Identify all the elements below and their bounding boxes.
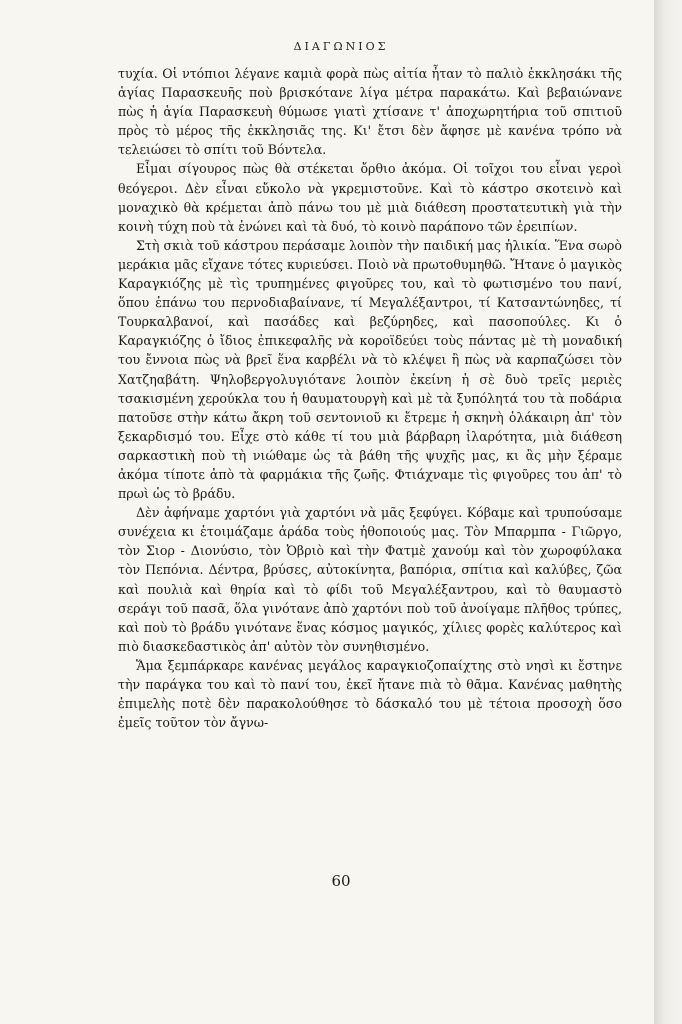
page-gutter-edge [654,0,682,1024]
paragraph: Εἶμαι σίγουρος πὼς θὰ στέκεται ὄρθιο ἀκόμα. Οἱ τοῖχοι του εἶναι γεροὶ θεόγεροι. Δὲν εἶναι εὔκολο νὰ γκρεμιστοῦνε. Καὶ τὸ κάστρο σκοτεινὸ καὶ μοναχικὸ θὰ κρέμεται ἀπὸ πάνω του μὲ μιὰ διάθεση προστατευτικὴ γιὰ τὴν κοινὴ τύχη ποὺ τὰ ἑνώνει καὶ τὰ δυό, τὸ κοινὸ παράπονο τῶν ἐρειπίων. [118,161,622,234]
running-head: ΔΙΑΓΩΝΙΟΣ [293,40,389,53]
paragraph: Στὴ σκιὰ τοῦ κάστρου περάσαμε λοιπὸν τὴν παιδική μας ἡλικία. Ἕνα σωρὸ μεράκια μᾶς εἴχανε τότες κυριεύσει. Ποιὸ νὰ πρωτοθυμηθῶ. Ἤτανε ὁ μαγικὸς Καραγκιόζης μὲ τὶς τρυπημένες φιγοῦρες του, καὶ τὸ φωτισμένο του πανί, ὅπου ἐπάνω του περνοδιαβαίνανε, τί Μεγαλέξαντροι, τί Κατσαντώνηδες, τί Τουρκαλβανοί, καὶ πασάδες καὶ βεζύρηδες, καὶ πασοπούλες. Κι ὁ Καραγκιόζης ὁ ἴδιος ἐπικεφαλῆς νὰ κοροϊδεύει τοὺς πάντας μὲ τὴ μοναδική του ἔννοια πὼς νὰ βρεῖ ἕνα καρβέλι νὰ τὸ κλέψει ἢ πὼς νὰ καρπαζώσει τὸν Χατζηαβάτη. Ψηλοβεργολυγιότανε λοιπὸν ἐκείνη ἡ σὲ δυὸ τρεῖς μεριὲς τσακισμένη χερούκλα του ἡ θαυματουργὴ καὶ μὲ τὰ ξυπόλητά του τὰ ποδάρια πατοῦσε στὴν κάτω ἄκρη τοῦ σεντονιοῦ κι ἔτρεμε ἡ σκηνὴ ὁλάκαιρη ἀπ' τὸν ξεκαρδισμό του. Εἶχε στὸ κάθε τί του μιὰ βάρβαρη ἱλαρότητα, μιὰ διάθεση σαρκαστικὴ ποὺ τὴ νιώθαμε ὡς τὰ βάθη τῆς ψυχῆς μας, κι ἂς μὴν ξέραμε ἀκόμα τίποτε ἀπὸ τὰ φαρμάκια τῆς ζωῆς. Φτιάχναμε τὶς φιγοῦρες του ἀπ' τὸ πρωὶ ὡς τὸ βράδυ. [118,237,622,502]
page-number: 60 [331,872,351,890]
paragraph-continuation: τυχία. Οἱ ντόπιοι λέγανε καμιὰ φορὰ πὼς αἰτία ἦταν τὸ παλιὸ ἐκκλησάκι τῆς ἁγίας Παρασκευῆς ποὺ βρισκότανε λίγα μέτρα παρακάτω. Καὶ βεβαιώνανε πὼς ἡ ἁγία Παρασκευὴ θύμωσε γιατὶ χτίσανε τ' ἀποχωρητήρια τοῦ σπιτιοῦ πρὸς τὸ μέρος τῆς ἐκκλησιᾶς της. Κι' ἔτσι δὲν ἄφησε μὲ κανένα τρόπο νὰ τελειώσει τὸ σπίτι τοῦ Βόντελα. [118,66,622,158]
paragraph: Ἅμα ξεμπάρκαρε κανένας μεγάλος καραγκιοζοπαίχτης στὸ νησὶ κι ἔστηνε τὴν παράγκα του καὶ τὸ πανί του, ἐκεῖ ἤτανε πιὰ τὸ θᾶμα. Κανένας μαθητὴς ἐπιμελὴς ποτὲ δὲν παρακολούθησε τὸ δάσκαλό του μὲ τέτοια προσοχὴ ὅσο ἐμεῖς τοῦτον τὸν ἄγνω- [118,657,622,731]
paragraph: Δὲν ἀφήναμε χαρτόνι γιὰ χαρτόνι νὰ μᾶς ξεφύγει. Κόβαμε καὶ τρυπούσαμε συνέχεια κι ἑτοιμάζαμε ἀράδα τοὺς ἠθοποιούς μας. Τὸν Μπαρμπα - Γιῶργο, τὸν Σιορ - Διονύσιο, τὸν Ὀβριὸ καὶ τὴν Φατμὲ χανούμ καὶ τὸν χωροφύλακα τὸν Πεπόνια. Δέντρα, βρύσες, αὐτοκίνητα, βαπόρια, σπίτια καὶ καλύβες, ζῶα καὶ πουλιὰ καὶ θηρία καὶ τὸ φίδι τοῦ Μεγαλέξαντρου, καὶ τὸ θαυμαστὸ σεράγι τοῦ πασᾶ, ὅλα γινότανε ἀπὸ χαρτόνι ποὺ τοῦ ἀνοίγαμε πλῆθος τρύπες, καὶ ποὺ τὸ βράδυ γινότανε ἕνας κόσμος μαγικός, χίλιες φορὲς καλύτερος καὶ πιὸ διασκεδαστικὸς ἀπ' αὐτὸν τὸν συνηθισμένο. [118,505,622,654]
body-text [118,64,622,732]
